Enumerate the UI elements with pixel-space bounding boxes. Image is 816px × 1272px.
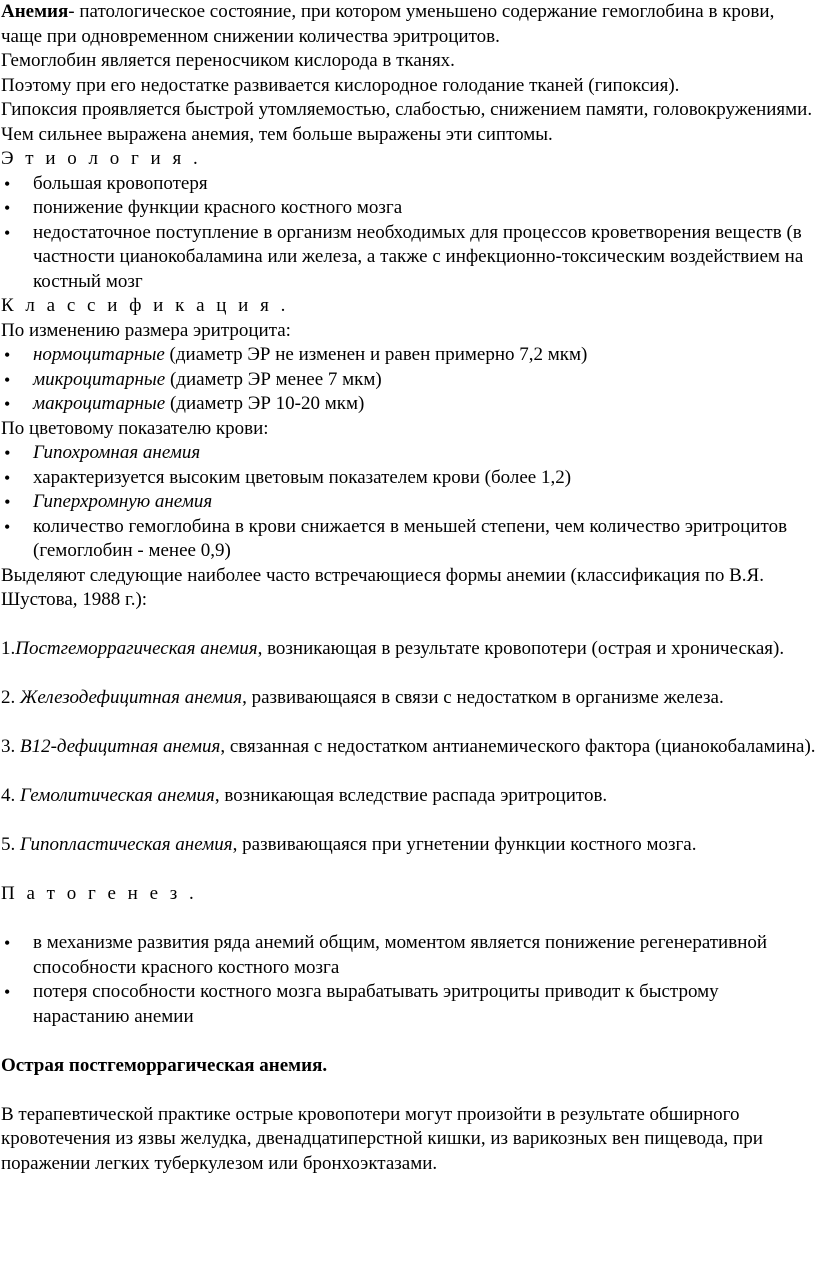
size-term: нормоцитарные bbox=[33, 344, 165, 365]
list-item: • большая кровопотеря bbox=[1, 172, 816, 197]
list-item: • Гиперхромную анемия bbox=[1, 490, 816, 515]
intro-line-symptoms: Гипоксия проявляется быстрой утомляемостью, слабостью, снижением памяти, головокружениями. bbox=[1, 99, 813, 120]
form-term: Гипопластическая анемия bbox=[20, 834, 233, 855]
intro-line-severity: Чем сильнее выражена анемия, тем больше выражены эти сиптомы. bbox=[1, 123, 553, 145]
form-number: 4. bbox=[1, 785, 20, 806]
list-item bbox=[1, 343, 816, 368]
form-term: Железодефицитная анемия bbox=[20, 687, 243, 708]
anemia-definition: - патологическое состояние, при котором уменьшено содержание гемоглобина в крови, чаще при одновременном снижении количества эритроцитов. bbox=[1, 1, 775, 47]
etiology-list bbox=[1, 172, 816, 295]
by-color-label: По цветовому показателю крови: bbox=[1, 417, 269, 439]
form-description: , возникающая в результате кровопотери (острая и хроническая). bbox=[257, 638, 785, 659]
size-list bbox=[1, 343, 816, 417]
list-item: • количество гемоглобина в крови снижается в меньшей степени, чем количество эритроцитов (гемоглобин - менее 0,9) bbox=[1, 515, 816, 564]
list-item: • характеризуется высоким цветовым показателем крови (более 1,2) bbox=[1, 466, 816, 491]
form-item bbox=[1, 637, 816, 662]
intro-line-hemoglobin: Гемоглобин является переносчиком кислорода в тканях. bbox=[1, 50, 455, 71]
form-item bbox=[1, 686, 816, 711]
list-item: • понижение функции красного костного мозга bbox=[1, 196, 816, 221]
term-anemia: Анемия bbox=[1, 1, 69, 22]
list-item bbox=[1, 368, 816, 393]
by-size-label: По изменению размера эритроцита: bbox=[1, 319, 291, 341]
form-description: , возникающая вследствие распада эритроцитов. bbox=[214, 785, 608, 806]
classification-heading: К л а с с и ф и к а ц и я . bbox=[1, 295, 289, 316]
form-description: , развивающаяся в связи с недостатком в организме железа. bbox=[242, 687, 724, 708]
form-item bbox=[1, 735, 816, 760]
color-list bbox=[1, 441, 816, 564]
size-description: (диаметр ЭР не изменен и равен примерно 7,2 мкм) bbox=[164, 344, 588, 365]
intro-line-hypoxia: Поэтому при его недостатке развивается кислородное голодание тканей (гипоксия). bbox=[1, 74, 680, 96]
form-term: В12-дефицитная анемия bbox=[20, 736, 221, 757]
list-item bbox=[1, 392, 816, 417]
size-term: микроцитарные bbox=[33, 368, 166, 390]
form-item bbox=[1, 784, 816, 809]
acute-anemia-heading: Острая постгеморрагическая анемия. bbox=[1, 1054, 328, 1076]
form-number: 5. bbox=[1, 834, 20, 855]
forms-intro: Выделяют следующие наиболее часто встречающиеся формы анемии (классификация по В.Я. Шустова, 1988 г.): bbox=[1, 564, 764, 610]
size-term: макроцитарные bbox=[33, 393, 166, 414]
etiology-heading: Э т и о л о г и я . bbox=[1, 148, 202, 169]
pathogenesis-heading: П а т о г е н е з . bbox=[1, 883, 198, 904]
list-item: • в механизме развития ряда анемий общим, моментом является понижение регенеративной способности красного костного мозга bbox=[1, 931, 816, 980]
size-description: (диаметр ЭР 10-20 мкм) bbox=[165, 393, 365, 414]
form-term: Постгеморрагическая анемия bbox=[15, 638, 258, 659]
form-description: , развивающаяся при угнетении функции костного мозга. bbox=[232, 834, 697, 855]
acute-anemia-text: В терапевтической практике острые кровопотери могут произойти в результате обширного кровотечения из язвы желудка, двенадцатиперстной кишки, из варикозных вен пищевода, при поражении легких туберкулезом или бронхоэктазами. bbox=[1, 1103, 763, 1174]
form-number: 1. bbox=[1, 638, 16, 659]
form-number: 2. bbox=[1, 687, 20, 708]
list-item: • недостаточное поступление в организм необходимых для процессов кроветворения веществ (в частности цианокобаламина или железа, а также с инфекционно-токсическим воздействием на костный мозг bbox=[1, 221, 816, 295]
intro-paragraph bbox=[1, 0, 816, 49]
form-description: , связанная с недостатком антианемического фактора (цианокобаламина). bbox=[220, 736, 816, 757]
form-number: 3. bbox=[1, 736, 20, 757]
size-description: (диаметр ЭР менее 7 мкм) bbox=[165, 368, 382, 390]
list-item: • Гипохромная анемия bbox=[1, 441, 816, 466]
list-item: • потеря способности костного мозга вырабатывать эритроциты приводит к быстрому нарастанию анемии bbox=[1, 980, 816, 1029]
form-item bbox=[1, 833, 816, 858]
form-term: Гемолитическая анемия bbox=[20, 785, 215, 806]
pathogenesis-list bbox=[1, 931, 816, 1029]
